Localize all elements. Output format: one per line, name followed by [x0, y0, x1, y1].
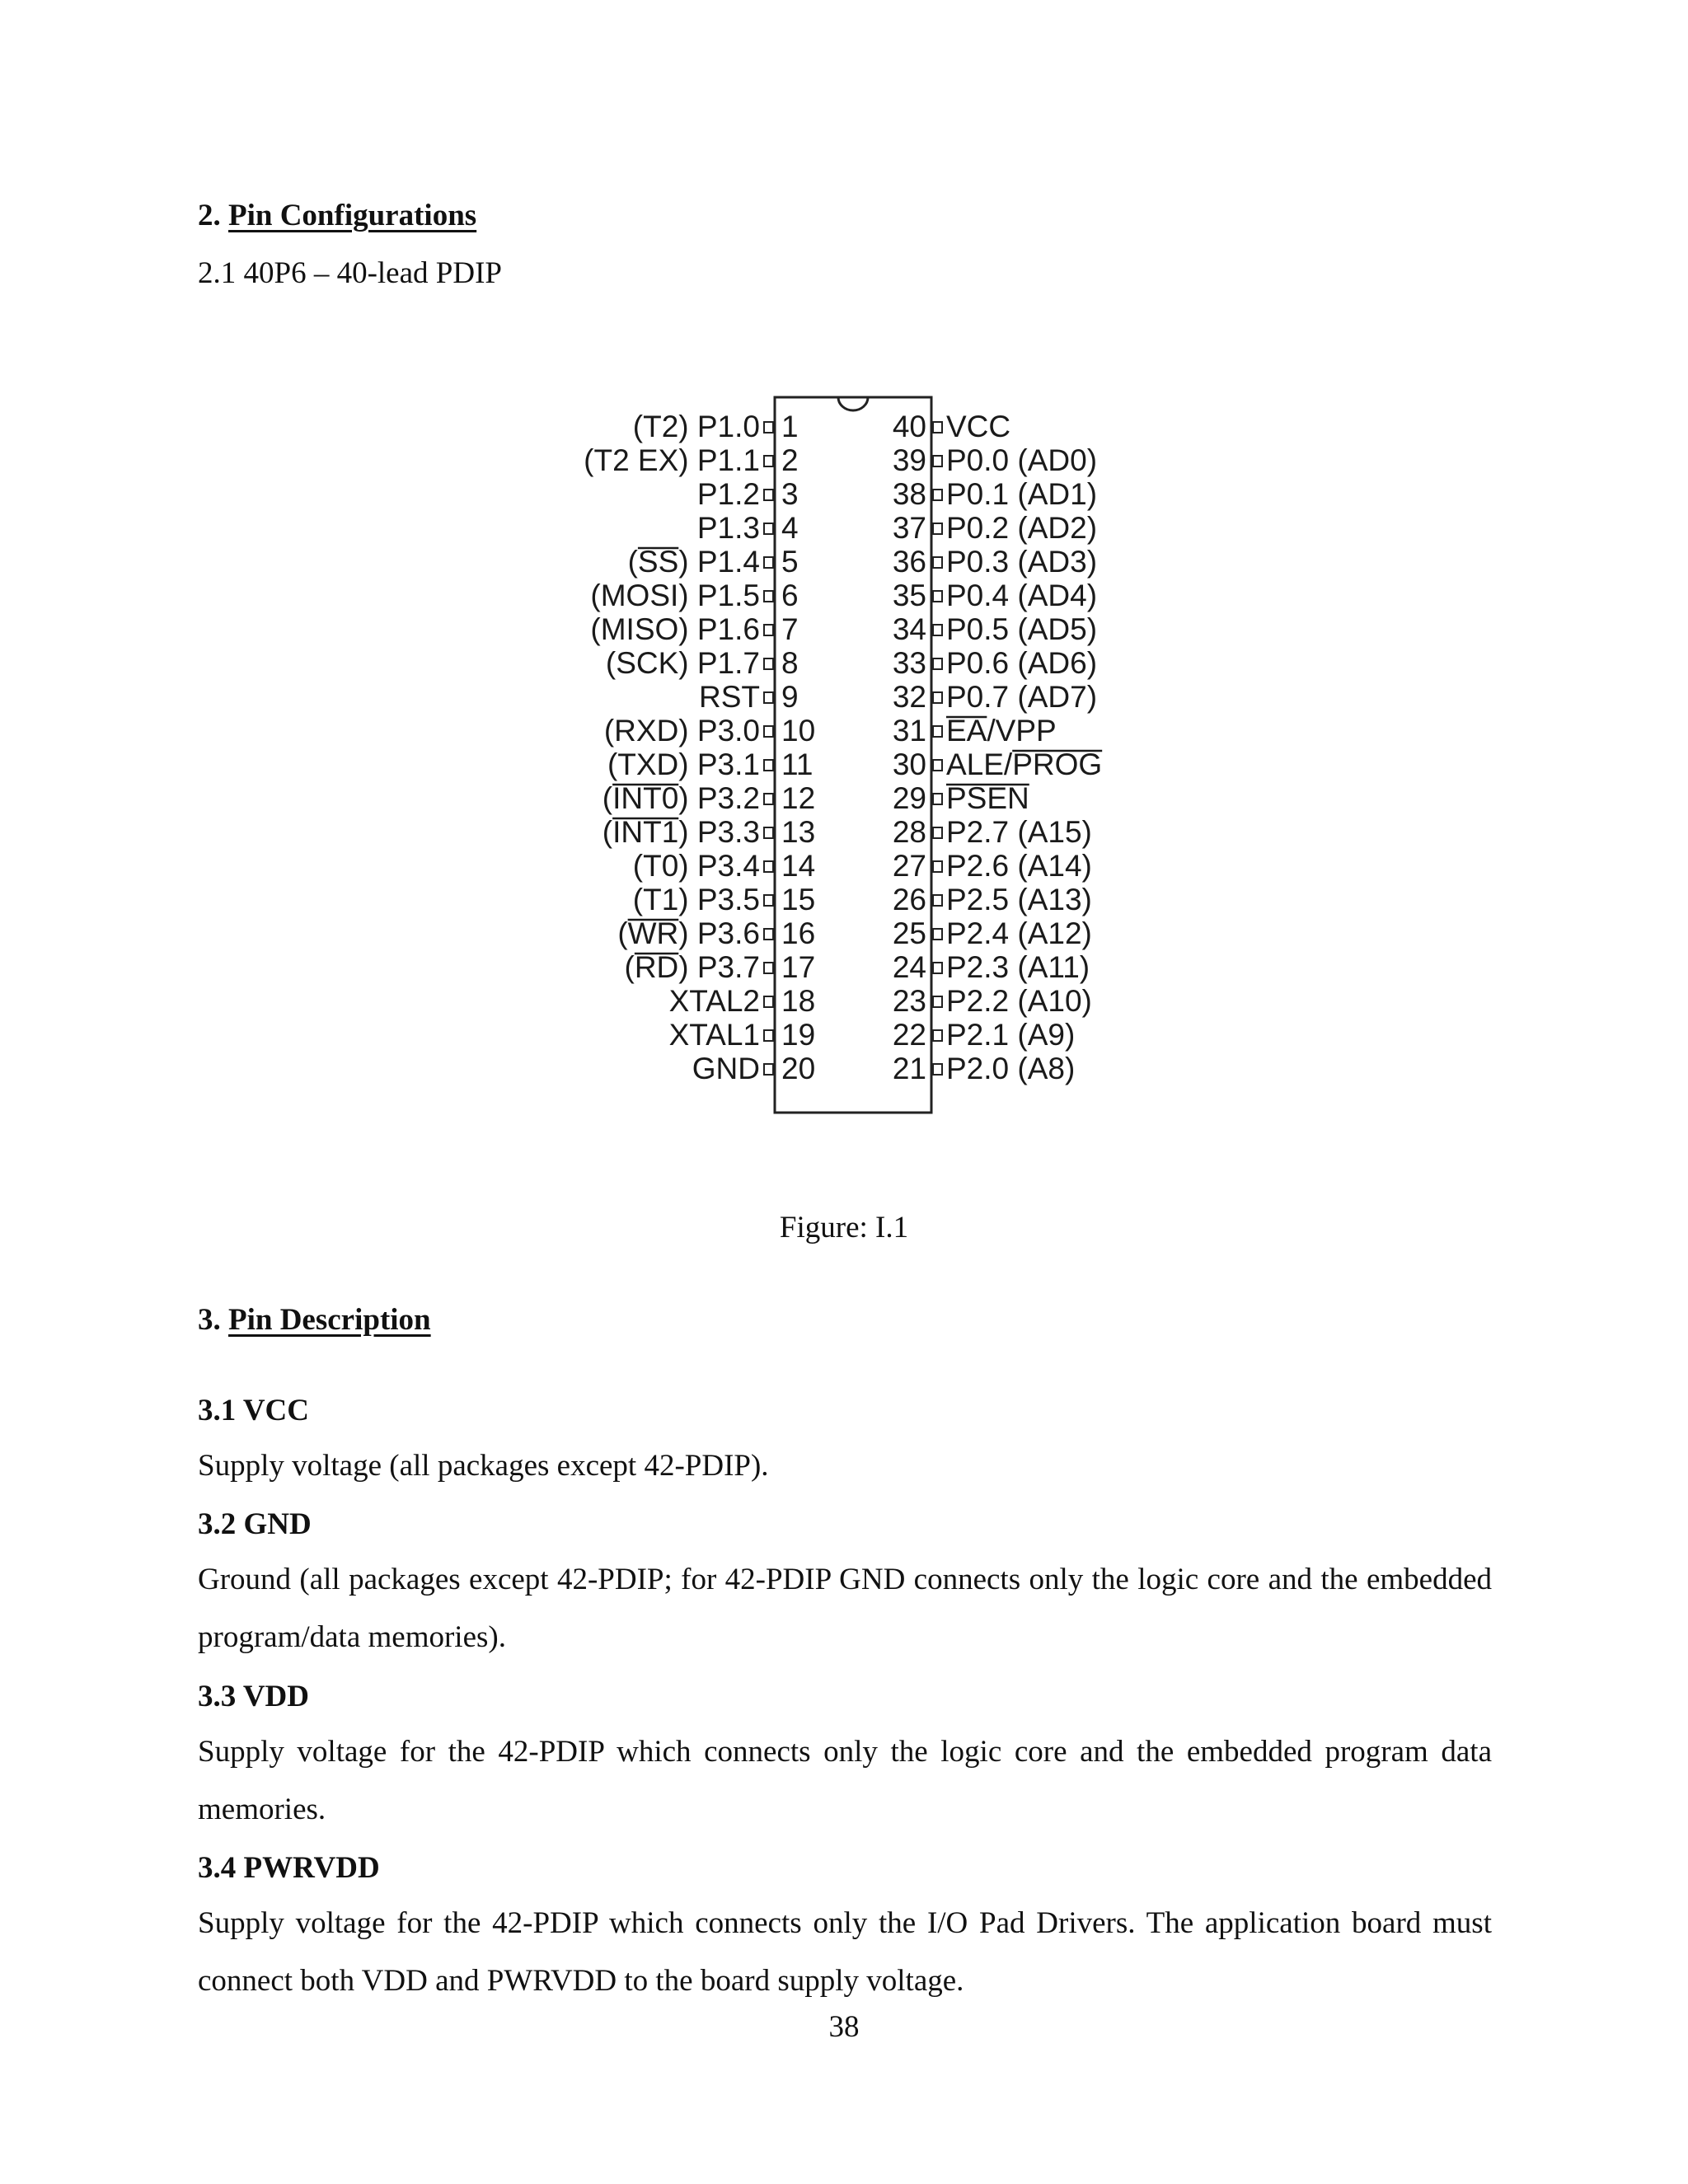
- pin-label: EA/VPP: [946, 714, 1057, 748]
- pin-number: 31: [892, 714, 926, 748]
- pin-number: 38: [892, 477, 926, 511]
- pin-number: 17: [781, 950, 816, 984]
- pin-number: 16: [781, 916, 816, 950]
- pin-label: VCC: [946, 410, 1011, 443]
- pin-label: (INT1) P3.3: [602, 815, 760, 849]
- pin-lead: [933, 794, 942, 804]
- pin-label: P0.5 (AD5): [946, 612, 1098, 646]
- pin-lead: [764, 929, 773, 940]
- pin-number: 23: [892, 984, 926, 1018]
- pin-number: 20: [781, 1052, 816, 1085]
- pin-number: 11: [781, 748, 814, 781]
- pin-lead: [933, 996, 942, 1007]
- vcc-description: Supply voltage (all packages except 42-PDIP).: [198, 1449, 769, 1483]
- pin-lead: [764, 1064, 773, 1075]
- pin-lead: [933, 963, 942, 973]
- section-3-number: 3.: [198, 1303, 221, 1337]
- pin-lead: [764, 557, 773, 568]
- pin-lead: [764, 963, 773, 973]
- pin-label: P2.1 (A9): [946, 1018, 1076, 1052]
- pin-label: P0.6 (AD6): [946, 646, 1098, 680]
- vdd-description: Supply voltage for the 42-PDIP which connects only the logic core and the embedded program data memories.: [198, 1735, 1492, 1826]
- pin-number: 21: [892, 1052, 926, 1085]
- pin-lead: [764, 760, 773, 771]
- pin-number: 26: [892, 883, 926, 916]
- pin-lead: [764, 658, 773, 669]
- pin-number: 34: [892, 612, 926, 646]
- pin-lead: [764, 692, 773, 703]
- pin-label: P0.7 (AD7): [946, 680, 1098, 714]
- pin-lead: [933, 658, 942, 669]
- pin-lead: [764, 591, 773, 602]
- pin-number: 29: [892, 781, 926, 815]
- pin-number: 8: [781, 646, 799, 680]
- pin-number: 24: [892, 950, 926, 984]
- pin-label: XTAL2: [668, 984, 760, 1018]
- pin-label: P2.7 (A15): [946, 815, 1092, 849]
- pin-lead: [933, 625, 942, 635]
- pin-label: P0.0 (AD0): [946, 443, 1098, 477]
- pin-number: 39: [892, 443, 926, 477]
- pin-lead: [933, 760, 942, 771]
- pin-lead: [933, 929, 942, 940]
- pin-lead: [764, 1030, 773, 1041]
- pin-number: 27: [892, 849, 926, 883]
- pin-lead: [764, 996, 773, 1007]
- pin-lead: [764, 726, 773, 737]
- pin-number: 7: [781, 612, 799, 646]
- pin-lead: [933, 490, 942, 500]
- gnd-description: Ground (all packages except 42-PDIP; for 42-PDIP GND connects only the logic core and the embedded program/data memories).: [198, 1563, 1492, 1654]
- pin-lead: [933, 523, 942, 534]
- pin-lead: [933, 895, 942, 906]
- pin-number: 15: [781, 883, 816, 916]
- pin-label: (WR) P3.6: [617, 916, 760, 950]
- pin-lead: [933, 726, 942, 737]
- pin-number: 4: [781, 511, 799, 545]
- pin-label: (SS) P1.4: [627, 545, 760, 579]
- section-2-number: 2.: [198, 199, 221, 232]
- pin-label: P0.3 (AD3): [946, 545, 1098, 579]
- section-2-heading: [198, 198, 1492, 233]
- pin-label: (RD) P3.7: [624, 950, 760, 984]
- pin-number: 33: [892, 646, 926, 680]
- pin-label: P2.4 (A12): [946, 916, 1092, 950]
- pin-label: (T2 EX) P1.1: [584, 443, 760, 477]
- pin-label: P2.3 (A11): [946, 950, 1090, 984]
- section-2-subtitle: 2.1 40P6 – 40-lead PDIP: [198, 256, 502, 290]
- pin-lead: [764, 456, 773, 466]
- pin-number: 3: [781, 477, 799, 511]
- pin-label: (RXD) P3.0: [603, 714, 760, 748]
- pin-number: 2: [781, 443, 799, 477]
- pin-label: (MISO) P1.6: [590, 612, 760, 646]
- pin-number: 36: [892, 545, 926, 579]
- pin-number: 14: [781, 849, 816, 883]
- pin-label: P1.3: [696, 511, 760, 545]
- pin-label: P1.2: [696, 477, 760, 511]
- pin-label: P2.0 (A8): [946, 1052, 1076, 1085]
- pin-number: 10: [781, 714, 816, 748]
- pin-number: 32: [892, 680, 926, 714]
- pin-lead: [764, 625, 773, 635]
- pin-label: P0.2 (AD2): [946, 511, 1098, 545]
- pin-label: (T0) P3.4: [632, 849, 760, 883]
- pin-number: 22: [892, 1018, 926, 1052]
- pin-label: ALE/PROG: [946, 748, 1103, 781]
- pin-lead: [933, 827, 942, 838]
- pin-number: 37: [892, 511, 926, 545]
- pwrvdd-description: Supply voltage for the 42-PDIP which connects only the I/O Pad Drivers. The application board must connect both VDD and PWRVDD to the board supply voltage.: [198, 1906, 1492, 1998]
- section-2-title: Pin Configurations: [228, 199, 477, 232]
- section-3-heading: [198, 1302, 1492, 1338]
- pin-label: (T1) P3.5: [632, 883, 760, 916]
- pin-number: 5: [781, 545, 799, 579]
- pin-number: 28: [892, 815, 926, 849]
- pin-lead: [933, 1064, 942, 1075]
- pin-number: 35: [892, 579, 926, 612]
- pin-label: PSEN: [946, 781, 1029, 815]
- pin-lead: [933, 692, 942, 703]
- pin-number: 12: [781, 781, 816, 815]
- pin-label: (SCK) P1.7: [605, 646, 760, 680]
- pin-number: 6: [781, 579, 799, 612]
- pin-lead: [764, 895, 773, 906]
- pin-number: 1: [781, 410, 799, 443]
- pin-label: P2.5 (A13): [946, 883, 1092, 916]
- pin-label: P0.4 (AD4): [946, 579, 1098, 612]
- pin-lead: [764, 794, 773, 804]
- pin-diagram: [569, 387, 1162, 1121]
- pin-label: (MOSI) P1.5: [590, 579, 760, 612]
- section-3-title: Pin Description: [228, 1303, 431, 1337]
- pin-lead: [764, 861, 773, 872]
- vdd-heading: 3.3 VDD: [198, 1680, 309, 1713]
- pin-number: 30: [892, 748, 926, 781]
- pin-label: RST: [699, 680, 760, 714]
- pin-number: 25: [892, 916, 926, 950]
- pin-label: GND: [692, 1052, 760, 1085]
- pin-lead: [933, 557, 942, 568]
- pin-lead: [933, 861, 942, 872]
- pin-number: 13: [781, 815, 816, 849]
- pin-number: 18: [781, 984, 816, 1018]
- pwrvdd-heading: 3.4 PWRVDD: [198, 1851, 380, 1885]
- pin-label: P2.2 (A10): [946, 984, 1092, 1018]
- pin-lead: [933, 591, 942, 602]
- pin-lead: [764, 523, 773, 534]
- pin-lead: [764, 490, 773, 500]
- pin-label: P0.1 (AD1): [946, 477, 1098, 511]
- pin-lead: [764, 422, 773, 433]
- pin-lead: [764, 827, 773, 838]
- pin-label: (TXD) P3.1: [607, 748, 760, 781]
- pin-lead: [933, 422, 942, 433]
- gnd-heading: 3.2 GND: [198, 1507, 312, 1541]
- pin-lead: [933, 1030, 942, 1041]
- figure-caption: Figure: I.1: [779, 1211, 909, 1244]
- pin-label: XTAL1: [668, 1018, 760, 1052]
- pin-number: 40: [892, 410, 926, 443]
- pin-label: (INT0) P3.2: [602, 781, 760, 815]
- pin-number: 9: [781, 680, 799, 714]
- pin-label: (T2) P1.0: [632, 410, 760, 443]
- page-number: 38: [828, 2010, 860, 2044]
- pin-lead: [933, 456, 942, 466]
- pin-number: 19: [781, 1018, 816, 1052]
- vcc-heading: 3.1 VCC: [198, 1394, 309, 1427]
- pin-label: P2.6 (A14): [946, 849, 1092, 883]
